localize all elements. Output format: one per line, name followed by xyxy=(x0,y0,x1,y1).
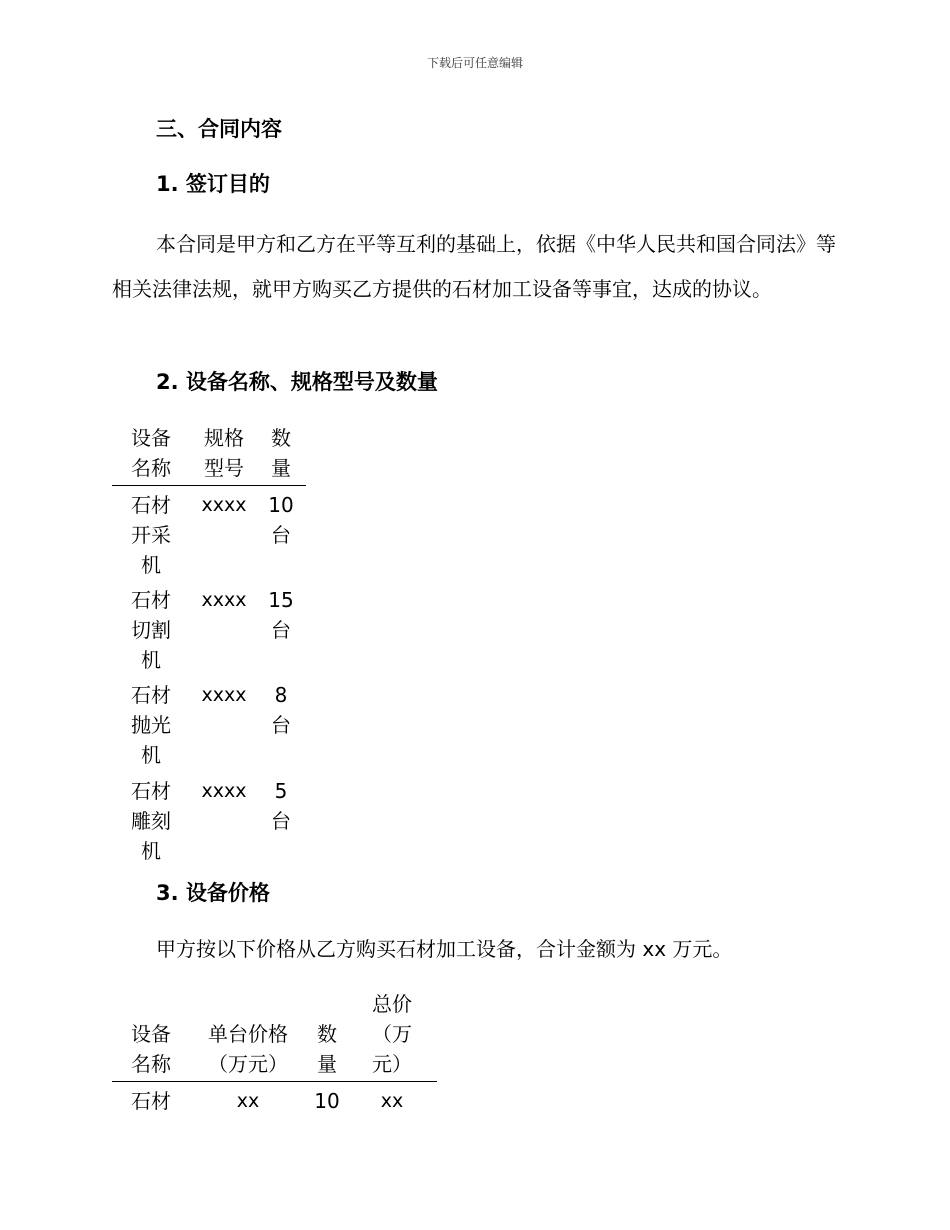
table2-qty-cell: 10 xyxy=(314,1089,340,1113)
table1-header-name: 设备 名称 xyxy=(131,426,171,480)
section-title: 三、合同内容 xyxy=(156,117,282,141)
table-row: 石材 雕刻 机 xyxy=(131,779,171,863)
table1-header-qty: 数 量 xyxy=(271,426,291,480)
table2-header-unit-price: 单台价格 （万元） xyxy=(208,1022,288,1076)
table2-header-name: 设备 名称 xyxy=(131,1022,171,1076)
table1-qty-cell: 8 台 xyxy=(271,683,291,737)
table2-unit-price-cell: xx xyxy=(236,1090,260,1112)
table1-header-rule xyxy=(112,485,306,486)
table2-total-cell: xx xyxy=(380,1090,404,1112)
table-row: 石材 xyxy=(131,1089,171,1113)
table2-header-rule xyxy=(112,1081,437,1082)
table-row: 石材 切割 机 xyxy=(131,588,171,672)
item1-title: 1. 签订目的 xyxy=(156,172,270,196)
table-row: 石材 开采 机 xyxy=(131,493,171,577)
table2-header-qty: 数 量 xyxy=(317,1022,337,1076)
table1-model-cell: xxxx xyxy=(201,589,247,611)
table2-header-total: 总价 （万 元） xyxy=(372,992,412,1076)
table-row: 石材 抛光 机 xyxy=(131,683,171,767)
table1-header-model: 规格 型号 xyxy=(204,426,244,480)
table1-qty-cell: 10 台 xyxy=(268,493,294,547)
table1-model-cell: xxxx xyxy=(201,780,247,802)
item1-paragraph: 本合同是甲方和乙方在平等互利的基础上，依据《中华人民共和国合同法》等相关法律法规，就甲方购买乙方提供的石材加工设备等事宜，达成的协议。 xyxy=(112,232,836,301)
table1-qty-cell: 5 台 xyxy=(271,779,291,833)
item3-title: 3. 设备价格 xyxy=(156,881,270,905)
table1-model-cell: xxxx xyxy=(201,494,247,516)
item2-title: 2. 设备名称、规格型号及数量 xyxy=(156,370,438,394)
table1-qty-cell: 15 台 xyxy=(268,588,294,642)
table1-model-cell: xxxx xyxy=(201,684,247,706)
page-header-note: 下载后可任意编辑 xyxy=(426,56,523,70)
item3-paragraph: 甲方按以下价格从乙方购买石材加工设备，合计金额为 xx 万元。 xyxy=(156,937,733,961)
